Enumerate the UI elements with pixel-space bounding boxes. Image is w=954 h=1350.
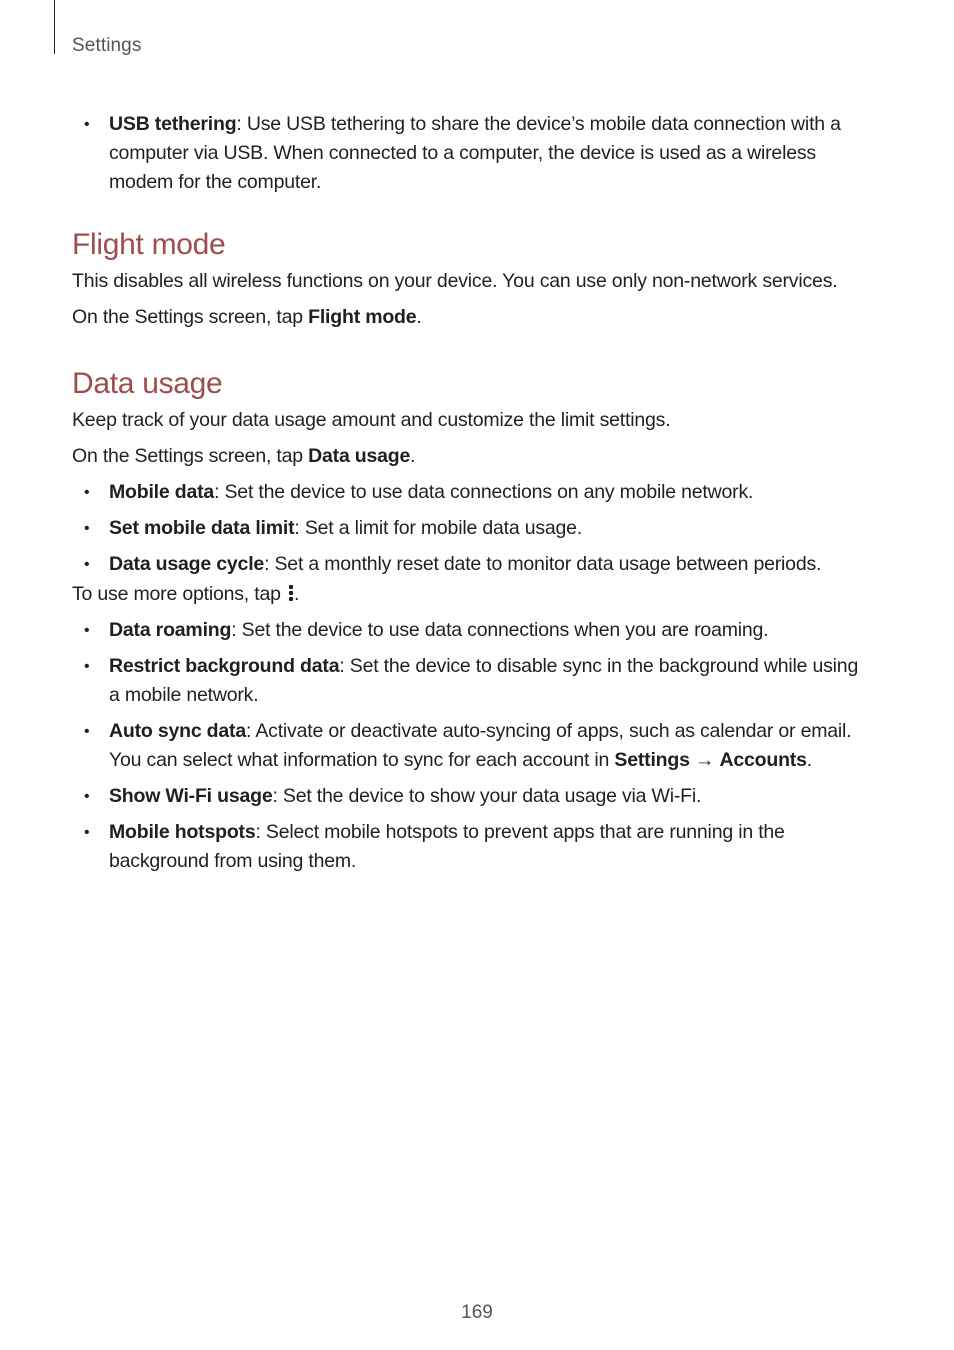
list-item (72, 110, 872, 197)
instruction-suffix: . (293, 583, 300, 605)
more-options-icon (288, 583, 294, 603)
list-item (72, 717, 872, 775)
bullet-icon: • (84, 116, 90, 133)
list-item (72, 550, 872, 579)
menu-path-accounts: Accounts (719, 749, 807, 771)
list-item (72, 616, 872, 645)
instruction-prefix: On the Settings screen, tap (72, 445, 309, 467)
arrow-icon: → (689, 749, 720, 771)
usb-tethering-list (72, 110, 872, 197)
bullet-icon: • (84, 824, 90, 841)
item-description: : Use USB tethering to share the device’s mobile data connection with a computer via USB. When connected to a computer, the device is used as a wireless modem for the computer. (109, 113, 841, 193)
item-term: Data usage cycle (109, 553, 265, 575)
item-description: : Set a limit for mobile data usage. (294, 517, 583, 539)
item-term: Auto sync data (109, 720, 246, 742)
instruction-prefix: On the Settings screen, tap (72, 306, 309, 328)
list-item (72, 478, 872, 507)
data-usage-instruction (72, 442, 872, 471)
item-term: Mobile data (109, 481, 215, 503)
instruction-target: Data usage (308, 445, 411, 467)
item-description: : Set the device to show your data usage via Wi-Fi. (272, 785, 702, 807)
section-title-data-usage: Data usage (72, 367, 223, 400)
instruction-suffix: . (410, 445, 416, 467)
bullet-icon: • (84, 723, 90, 740)
data-usage-options-list (72, 478, 872, 579)
item-term: Show Wi-Fi usage (109, 785, 273, 807)
flight-mode-description: This disables all wireless functions on your device. You can use only non-network services. (72, 270, 838, 292)
bullet-icon: • (84, 622, 90, 639)
item-description: : Set the device to disable sync in the background while using a mobile network. (109, 655, 859, 706)
list-item (72, 782, 872, 811)
bullet-icon: • (84, 658, 90, 675)
item-term: USB tethering (109, 113, 237, 135)
page-number: 169 (461, 1302, 493, 1323)
list-item (72, 652, 872, 710)
item-term: Set mobile data limit (109, 517, 295, 539)
item-description: : Set the device to use data connections on any mobile network. (214, 481, 754, 503)
item-term: Data roaming (109, 619, 232, 641)
section-title-flight-mode: Flight mode (72, 228, 226, 261)
item-term: Restrict background data (109, 655, 340, 677)
bullet-icon: • (84, 520, 90, 537)
page-content (72, 110, 872, 883)
menu-path-settings: Settings (614, 749, 690, 771)
bullet-icon: • (84, 484, 90, 501)
instruction-suffix: . (416, 306, 422, 328)
header-divider (54, 0, 55, 54)
instruction-prefix: To use more options, tap (72, 583, 286, 605)
instruction-target: Flight mode (308, 306, 417, 328)
item-end: . (806, 749, 812, 771)
item-term: Mobile hotspots (109, 821, 256, 843)
flight-mode-instruction (72, 303, 872, 332)
item-description: : Activate or deactivate auto-syncing of apps, such as calendar or email. You can select what information to sync for each account in (109, 720, 852, 771)
item-description: : Set a monthly reset date to monitor data usage between periods. (264, 553, 822, 575)
data-usage-description: Keep track of your data usage amount and customize the limit settings. (72, 409, 671, 431)
list-item (72, 818, 872, 876)
bullet-icon: • (84, 788, 90, 805)
bullet-icon: • (84, 556, 90, 573)
item-description: : Select mobile hotspots to prevent apps that are running in the background from using them. (109, 821, 785, 872)
section-label: Settings (72, 35, 142, 56)
item-description: : Set the device to use data connections when you are roaming. (231, 619, 769, 641)
more-options-instruction (72, 580, 872, 609)
list-item (72, 514, 872, 543)
more-options-list (72, 616, 872, 876)
